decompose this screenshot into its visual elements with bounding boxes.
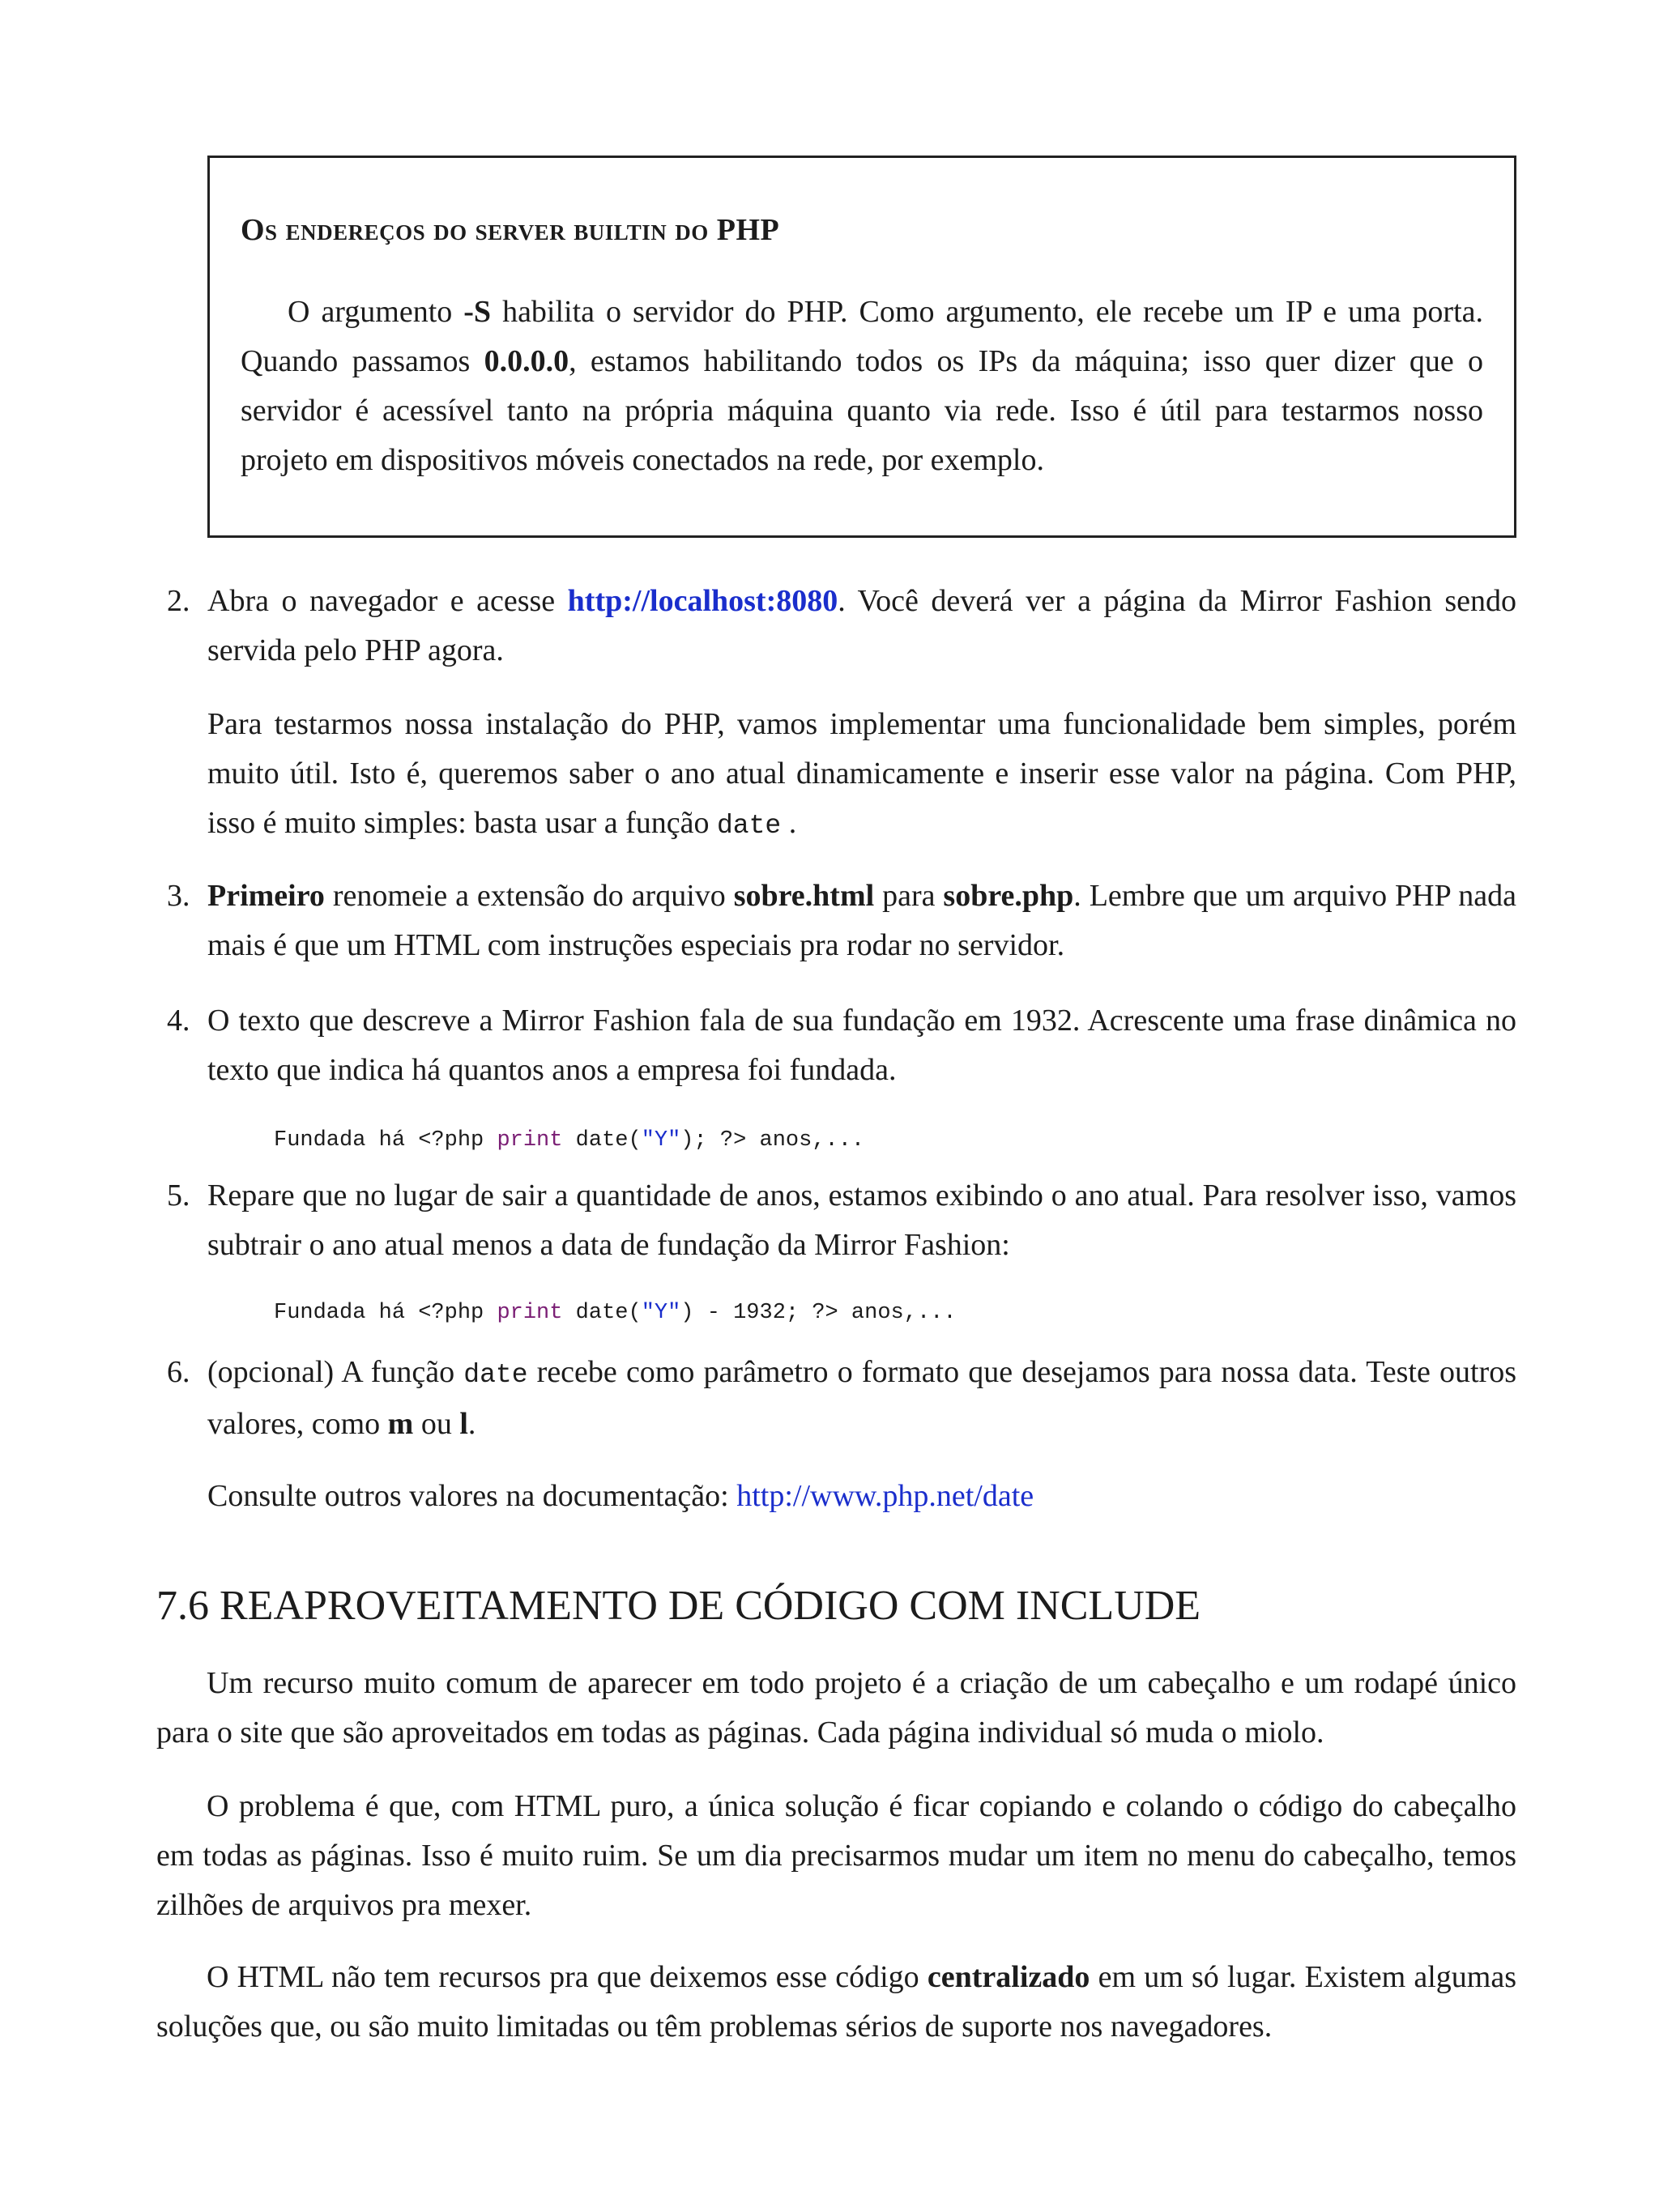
list-number: 4. (167, 1004, 190, 1038)
paragraph-date: Para testarmos nossa instalação do PHP, vamos implementar uma funcionalidade bem simples, porém muito útil. Isto é, queremos saber o ano atual dinamicamente e inserir esse valor na página. Com PHP, isso é muito simples: basta usar a função date . (207, 707, 1516, 841)
list-item-2: 2. Abra o navegador e acesse http://localhost:8080. Você deverá ver a página da Mirror Fashion sendo servida pelo PHP agora. (207, 577, 1516, 676)
list-item-5: 5. Repare que no lugar de sair a quantidade de anos, estamos exibindo o ano atual. Para resolver isso, vamos subtrair o ano atual menos a data de fundação da Mirror Fashion: (207, 1171, 1516, 1270)
code-block-1: Fundada há <?php print date("Y"); ?> anos,... (274, 1128, 865, 1153)
list-item-3: 3. Primeiro renomeie a extensão do arquivo sobre.html para sobre.php. Lembre que um arquivo PHP nada mais é que um HTML com instruções especiais pra rodar no servidor. (207, 872, 1516, 970)
code-block-2: Fundada há <?php print date("Y") - 1932; ?> anos,... (274, 1301, 957, 1325)
php-docs-link[interactable]: http://www.php.net/date (736, 1479, 1034, 1513)
note-title: Os endereços do server builtin do PHP (241, 213, 780, 247)
section-title: 7.6 REAPROVEITAMENTO DE CÓDIGO COM INCLUDE (156, 1583, 1201, 1629)
note-box (207, 156, 1516, 538)
inline-code-date: date (717, 811, 782, 841)
list-item-6: 6. (opcional) A função date recebe como parâmetro o formato que desejamos para nossa data. Teste outros valores, como m ou l. (207, 1348, 1516, 1449)
ip-all: 0.0.0.0 (484, 344, 569, 378)
paragraph-docs: Consulte outros valores na documentação: http://www.php.net/date (207, 1479, 1034, 1513)
arg-s: -S (463, 295, 492, 329)
section-paragraph-2: O problema é que, com HTML puro, a única solução é ficar copiando e colando o código do cabeçalho em todas as páginas. Isso é muito ruim. Se um dia precisarmos mudar um item no menu do cabeçalho, temos zilhões de arquivos pra mexer. (156, 1789, 1516, 1922)
section-paragraph-1: Um recurso muito comum de aparecer em todo projeto é a criação de um cabeçalho e um rodapé único para o site que são aproveitados em todas as páginas. Cada página individual só muda o miolo. (156, 1666, 1516, 1750)
list-number: 2. (167, 584, 190, 618)
section-paragraph-3: O HTML não tem recursos pra que deixemos esse código centralizado em um só lugar. Existem algumas soluções que, ou são muito limitadas ou têm problemas sérios de suporte nos navegadores. (156, 1960, 1516, 2044)
list-number: 5. (167, 1178, 190, 1213)
list-item-4: 4. O texto que descreve a Mirror Fashion fala de sua fundação em 1932. Acrescente uma frase dinâmica no texto que indica há quantos anos a empresa foi fundada. (207, 996, 1516, 1095)
localhost-link[interactable]: http://localhost:8080 (567, 584, 838, 618)
note-body: O argumento -S habilita o servidor do PHP. Como argumento, ele recebe um IP e uma porta. Quando passamos 0.0.0.0, estamos habilitando todos os IPs da máquina; isso quer dizer que o servidor é acessível tanto na própria máquina quanto via rede. Isso é útil para testarmos nosso projeto em dispositivos móveis conectados na rede, por exemplo. (241, 295, 1483, 477)
list-number: 6. (167, 1355, 190, 1389)
list-number: 3. (167, 879, 190, 913)
inline-code-date: date (463, 1360, 528, 1390)
